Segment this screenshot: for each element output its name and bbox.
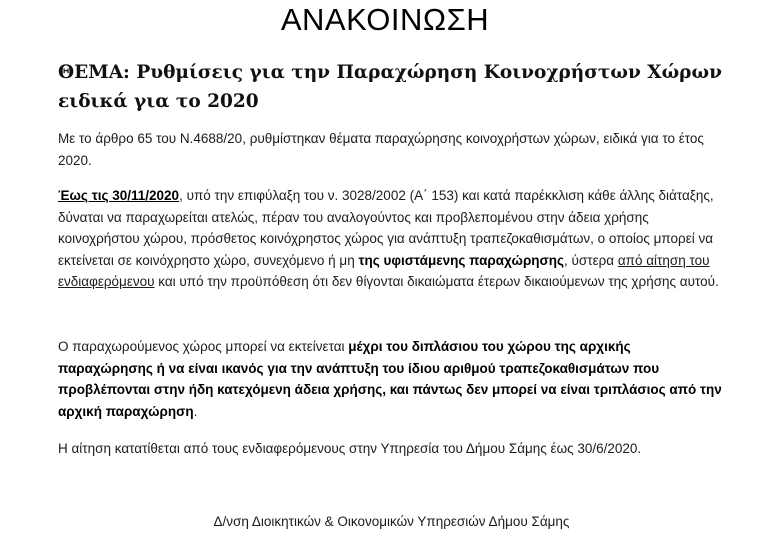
application-condition: από αίτηση του ενδιαφερόμενου: [58, 252, 710, 289]
existing-concession-emphasis: της υφιστάμενης παραχώρησης: [358, 252, 565, 268]
space-limit-emphasis: μέχρι του διπλάσιου του χώρου της αρχικής παραχώρησης ή να είναι ικανός για την ανάπτυξη του ίδιου αριθμού τραπεζοκαθισμάτων που προβλέπονται στην ήδη κατεχόμενη άδεια χρήσης, και πάντως δεν μπορεί να είναι τριπλάσιος από την αρχική παραχώρηση: [58, 339, 722, 419]
document-title: ΑΝΑΚΟΙΝΩΣΗ: [280, 2, 490, 37]
paragraph-space-text-c: .: [193, 403, 198, 419]
paragraph-deadline: [58, 185, 728, 293]
subject-heading: [58, 58, 738, 116]
paragraph-deadline-text-a: , υπό την επιφύλαξη του ν. 3028/2002 (Α΄ 153) και κατά παρέκκλιση κάθε άλλης διάταξης, δύναται να παραχωρείται ατελώς, πέραν του αναλογούντος και προβλεπομένου στην άδεια χρήσης κοινοχρήστου χώρου, πρόσθετος κοινόχρηστος χώρος για ανάπτυξη τραπεζοκαθισμάτων, ο οποίος μπορεί να εκτείνεται σε κοινόχρηστο χώρο, συνεχόμενο ή μη: [58, 188, 714, 268]
paragraph-deadline-text-e: και υπό την προϋπόθεση ότι δεν θίγονται δικαιώματα έτερων δικαιούμενων της χρήσης αυτού.: [154, 274, 719, 289]
paragraph-law-reference: Με το άρθρο 65 του Ν.4688/20, ρυθμίστηκαν θέματα παραχώρησης κοινοχρήστων χώρων, ειδικά για το έτος 2020.: [58, 131, 704, 168]
subject-line-1: ΘΕΜΑ: Ρυθμίσεις για την Παραχώρηση Κοινοχρήστων Χώρων: [58, 62, 722, 83]
paragraph-deadline-text-c: , ύστερα: [564, 252, 618, 268]
paragraph-space-limits: [58, 336, 728, 422]
deadline-date: Έως τις 30/11/2020: [58, 188, 180, 203]
subject-line-2: ειδικά για το 2020: [58, 91, 259, 112]
paragraph-space-text-a: Ο παραχωρούμενος χώρος μπορεί να εκτείνεται: [58, 339, 349, 354]
signature: Δ/νση Διοικητικών & Οικονομικών Υπηρεσιών Δήμου Σάμης: [213, 514, 570, 529]
paragraph-application-deadline: Η αίτηση κατατίθεται από τους ενδιαφερόμενους στην Υπηρεσία του Δήμου Σάμης έως 30/6/2020.: [58, 441, 642, 456]
